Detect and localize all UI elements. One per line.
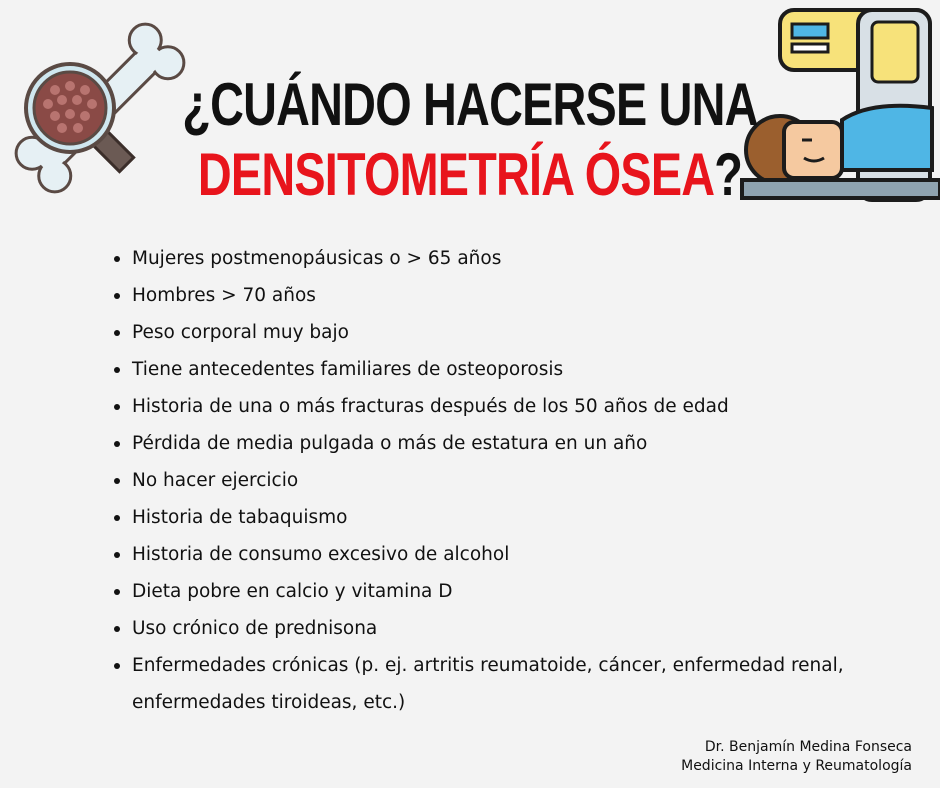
list-item: Enfermedades crónicas (p. ej. artritis reumatoide, cáncer, enfermedad renal, enfermedades tiroideas, etc.) [112,647,872,721]
criteria-list [112,240,872,721]
author-name: Dr. Benjamín Medina Fonseca [704,739,912,755]
list-item: Historia de tabaquismo [112,499,872,536]
author-credit [681,738,912,776]
list-item: Mujeres postmenopáusicas o > 65 años [112,240,872,277]
list-item: Historia de consumo excesivo de alcohol [112,536,872,573]
list-item: Historia de una o más fracturas después de los 50 años de edad [112,388,872,425]
list-item: No hacer ejercicio [112,462,872,499]
page-title: ¿CUÁNDO HACERSE UNA [182,71,758,138]
list-item: Peso corporal muy bajo [112,314,872,351]
list-item: Hombres > 70 años [112,277,872,314]
page-subtitle [103,140,836,209]
list-item: Pérdida de media pulgada o más de estatura en un año [112,425,872,462]
list-item: Dieta pobre en calcio y vitamina D [112,573,872,610]
title-highlight: DENSITOMETRÍA ÓSEA [197,141,715,208]
list-item: Uso crónico de prednisona [112,610,872,647]
title-question-mark: ? [714,141,743,208]
author-specialty: Medicina Interna y Reumatología [681,758,912,774]
list-item: Tiene antecedentes familiares de osteoporosis [112,351,872,388]
